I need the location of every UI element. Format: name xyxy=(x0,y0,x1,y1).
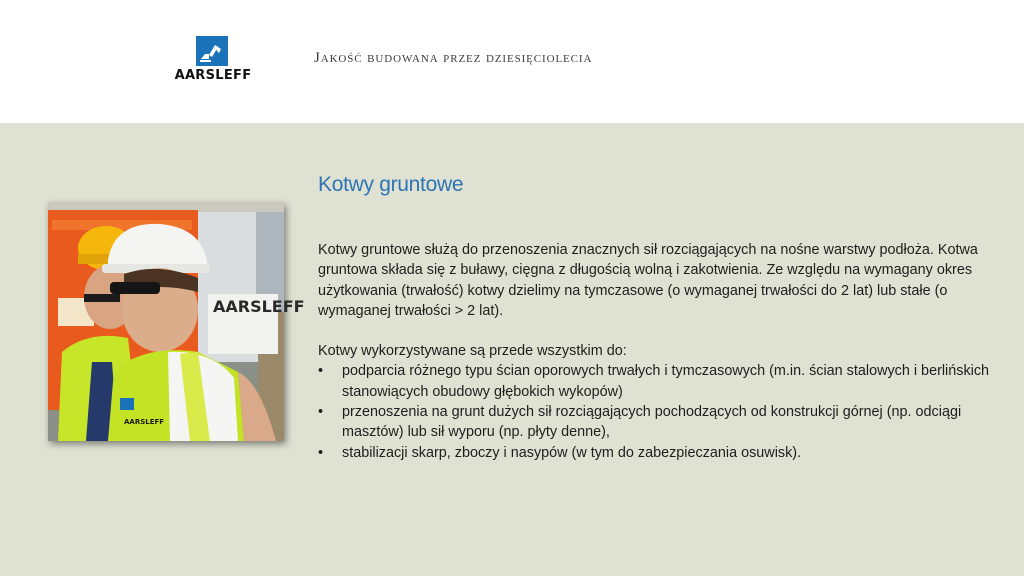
list-intro: Kotwy wykorzystywane są przede wszystkim do: xyxy=(318,343,627,360)
list-item-text: przenoszenia na grunt dużych sił rozciągających pochodzących od konstrukcji górnej (np. odciągi masztów) lub sił wyporu (np. płyty denne), xyxy=(342,404,962,441)
intro-paragraph: Kotwy gruntowe służą do przenoszenia znacznych sił rozciągających na nośne warstwy podłoża. Kotwa gruntowa składa się z buławy, cięgna z długością wolną i zakotwienia. Ze względu na wymagany okres użytkowania (trwałość) kotwy dzielimy na tymczasowe (o wymaganej trwałości do 2 lat) lub stałe (o wymaganej trwałości > 2 lat). xyxy=(318,242,978,319)
excavator-icon xyxy=(196,36,228,66)
aarsleff-logo xyxy=(164,33,262,87)
vest-logo-label: AARSLEFF xyxy=(124,418,165,426)
list-item-text: podparcia różnego typu ścian oporowych trwałych i tymczasowych (m.in. ścian stalowych i berlińskich stanowiących obudowy głębokich wykopów) xyxy=(342,363,990,400)
list-item xyxy=(318,443,998,463)
workers-photo xyxy=(48,202,305,441)
usage-list xyxy=(318,361,998,462)
bullet: • xyxy=(318,363,324,380)
page-title: Kotwy gruntowe xyxy=(318,173,464,196)
content-body xyxy=(318,240,998,463)
list-item xyxy=(318,361,998,402)
spacer xyxy=(318,321,998,341)
list-item xyxy=(318,402,998,443)
bullet: • xyxy=(318,404,324,421)
bullet: • xyxy=(318,444,324,461)
header xyxy=(0,0,1024,123)
machine-label: AARSLEFF xyxy=(213,297,305,316)
tagline: Jakość budowana przez dziesięciolecia xyxy=(314,50,593,66)
logo-text: AARSLEFF xyxy=(174,68,252,83)
list-item-text: stabilizacji skarp, zboczy i nasypów (w tym do zabezpieczania osuwisk). xyxy=(342,444,802,461)
